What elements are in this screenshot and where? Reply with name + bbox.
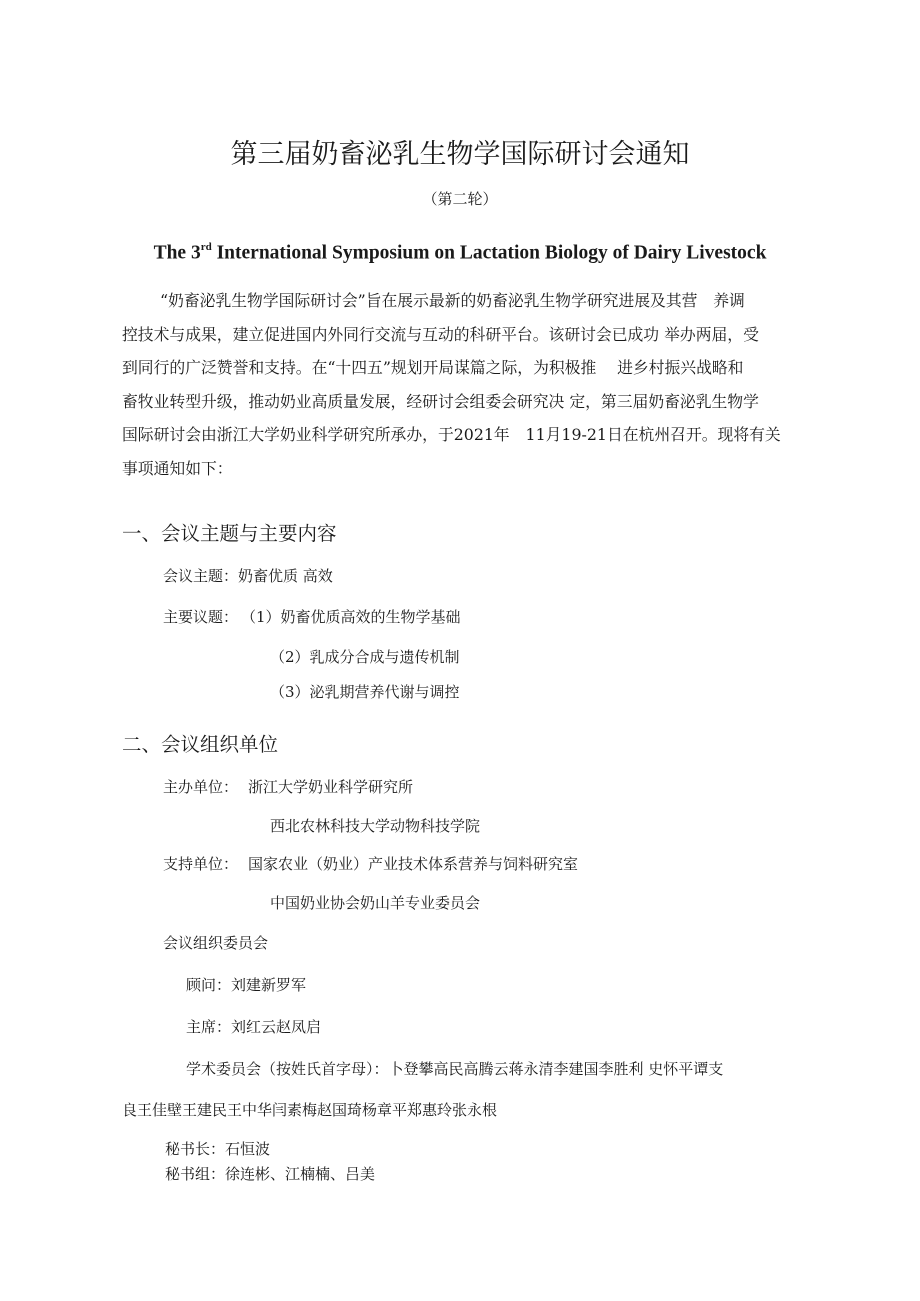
support-unit: 中国奶业协会奶山羊专业委员会 (270, 894, 481, 912)
support-unit: 国家农业（奶业）产业技术体系营养与饲料研究室 (248, 855, 579, 873)
topic-item: （1）奶畜优质高效的生物学基础 (241, 608, 461, 626)
secretary-general: 秘书长：石恒波 (165, 1140, 271, 1158)
document-title: 第三届奶畜泌乳生物学国际研讨会通知 (230, 139, 690, 170)
advisors: 顾问：刘建新罗军 (186, 976, 307, 994)
english-title-pre: The 3 (153, 242, 201, 264)
english-title-post: International Symposium on Lactation Biology of Dairy Livestock (211, 242, 767, 264)
academic-committee-line: 学术委员会（按姓氏首字母）：卜登攀高民高腾云蒋永清李建国李胜利 史怀平谭支 (186, 1060, 724, 1078)
round-subtitle: （第二轮） (422, 190, 498, 208)
section2-heading: 二、会议组织单位 (122, 733, 279, 756)
english-title-sup: rd (200, 241, 212, 253)
section1-heading: 一、会议主题与主要内容 (122, 522, 337, 545)
host-unit: 西北农林科技大学动物科技学院 (270, 817, 481, 835)
meeting-theme: 会议主题：奶畜优质 高效 (163, 567, 333, 585)
english-title (0, 242, 920, 265)
intro-line: 控技术与成果，建立促进国内外同行交流与互动的科研平台。该研讨会已成功 举办两届，受 (122, 324, 759, 344)
secretariat: 秘书组：徐连彬、江楠楠、吕美 (165, 1165, 376, 1183)
topics-label: 主要议题： (163, 608, 239, 626)
committee-title: 会议组织委员会 (163, 934, 269, 952)
intro-line: “奶畜泌乳生物学国际研讨会”旨在展示最新的奶畜泌乳生物学研究进展及其营 养调 (160, 291, 745, 310)
intro-line: 国际研讨会由浙江大学奶业科学研究所承办，于2021年 11月19-21日在杭州召开。现将有关 (122, 425, 781, 445)
host-label: 主办单位： (163, 778, 239, 796)
intro-line: 到同行的广泛赞誉和支持。在“十四五”规划开局谋篇之际，为积极推 进乡村振兴战略和 (122, 358, 744, 378)
intro-line: 畜牧业转型升级，推动奶业高质量发展，经研讨会组委会研究决 定，第三届奶畜泌乳生物学 (122, 391, 759, 411)
host-unit: 浙江大学奶业科学研究所 (248, 778, 414, 796)
intro-paragraph (122, 284, 802, 486)
intro-line: 事项通知如下： (122, 458, 233, 478)
academic-committee-line: 良王佳壁王建民王中华闫素梅赵国琦杨章平郑惠玲张永根 (122, 1101, 498, 1119)
topic-item: （3）泌乳期营养代谢与调控 (270, 683, 460, 701)
topic-item: （2）乳成分合成与遗传机制 (270, 648, 460, 666)
chairs: 主席：刘红云赵凤启 (186, 1018, 322, 1036)
support-label: 支持单位： (163, 855, 239, 873)
